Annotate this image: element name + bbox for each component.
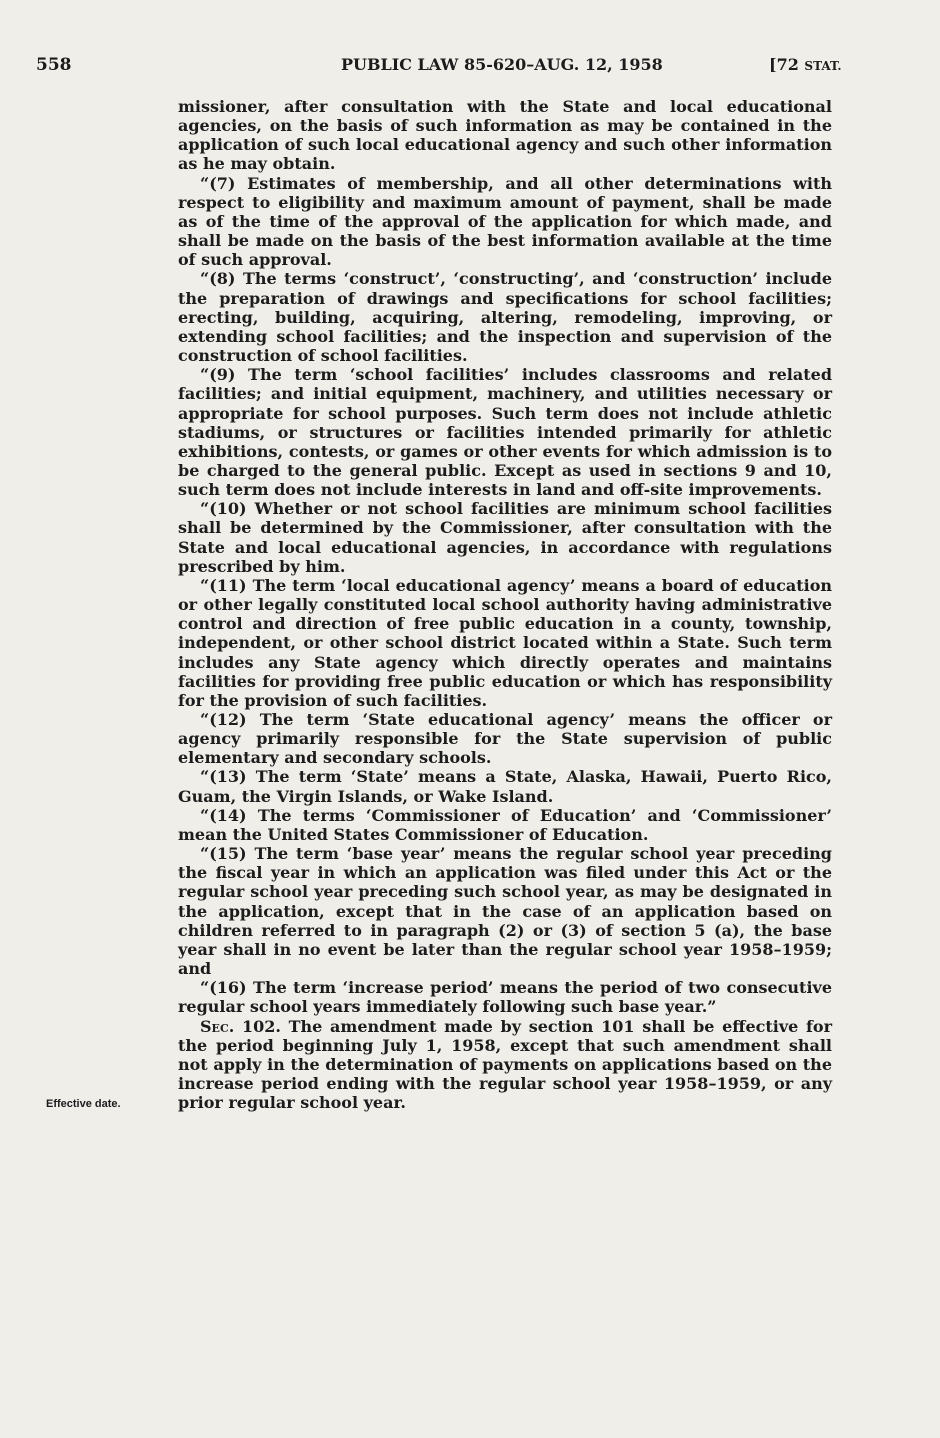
paragraph-8: “(8) The terms ‘construct’, ‘constructing’, and ‘construction’ include the preparation of drawings and specifications for school facilities; erecting, building, acquiring, altering, remodeling, improving, or extending school facilities; and the inspection and supervision of the construction of school facilities. [178, 269, 832, 366]
page-header [36, 55, 904, 81]
paragraph-16: “(16) The term ‘increase period’ means the period of two consecutive regular school years immediately following such base year.” [178, 978, 832, 1017]
paragraph-continuation: missioner, after consultation with the State and local educational agencies, on the basis of such information as may be contained in the application of such local educational agency and such other information as he may obtain. [178, 97, 832, 174]
statute-label: STAT. [804, 59, 842, 73]
paragraph-13: “(13) The term ‘State’ means a State, Alaska, Hawaii, Puerto Rico, Guam, the Virgin Islands, or Wake Island. [178, 767, 832, 806]
section-102 [178, 1017, 832, 1113]
body-text [178, 97, 832, 1112]
paragraph-11: “(11) The term ‘local educational agency’ means a board of education or other legally constituted local school authority having administrative control and direction of free public education in a county, township, independent, or other school district located within a State. Such term includes any State agency which directly operates and maintains facilities for providing free public education or which has responsibility for the provision of such facilities. [178, 575, 832, 710]
section-label: Sec. [200, 1016, 235, 1036]
paragraph-12: “(12) The term ‘State educational agency’ means the officer or agency primarily responsible for the State supervision of public elementary and secondary schools. [178, 710, 832, 768]
paragraph-14: “(14) The terms ‘Commissioner of Education’ and ‘Commissioner’ mean the United States Commissioner of Education. [178, 805, 832, 844]
statute-reference [769, 55, 842, 74]
paragraph-9: “(9) The term ‘school facilities’ includes classrooms and related facilities; and initial equipment, machinery, and utilities necessary or appropriate for school purposes. Such term does not include athletic stadiums, or structures or facilities intended primarily for athletic exhibitions, contests, or games or other events for which admission is to be charged to the general public. Except as used in sections 9 and 10, such term does not include interests in land and off-site improvements. [178, 365, 832, 500]
paragraph-10: “(10) Whether or not school facilities are minimum school facilities shall be determined by the Commissioner, after consultation with the State and local educational agencies, in accordance with regulations prescribed by him. [178, 499, 832, 576]
page-number: 558 [36, 55, 72, 75]
running-title: PUBLIC LAW 85-620–AUG. 12, 1958 [341, 55, 663, 74]
paragraph-7: “(7) Estimates of membership, and all other determinations with respect to eligibility and maximum amount of payment, shall be made as of the time of the approval of the application for which made, and shall be made on the basis of the best information available at the time of such approval. [178, 173, 832, 270]
section-text: 102. The amendment made by section 101 shall be effective for the period beginning July 1, 1958, except that such amendment shall not apply in the determination of payments on applications based on the increase period ending with the regular school year 1958–1959, or any prior regular school year. [178, 1016, 832, 1113]
paragraph-15: “(15) The term ‘base year’ means the regular school year preceding the fiscal year in which an application was filed under this Act or the regular school year preceding such school year, as may be designated in the application, except that in the case of an application based on children referred to in paragraph (2) or (3) of section 5 (a), the base year shall in no event be later than the regular school year 1958–1959; and [178, 844, 832, 979]
statute-volume: [72 [769, 55, 805, 74]
margin-note-effective-date: Effective date. [46, 1098, 121, 1110]
